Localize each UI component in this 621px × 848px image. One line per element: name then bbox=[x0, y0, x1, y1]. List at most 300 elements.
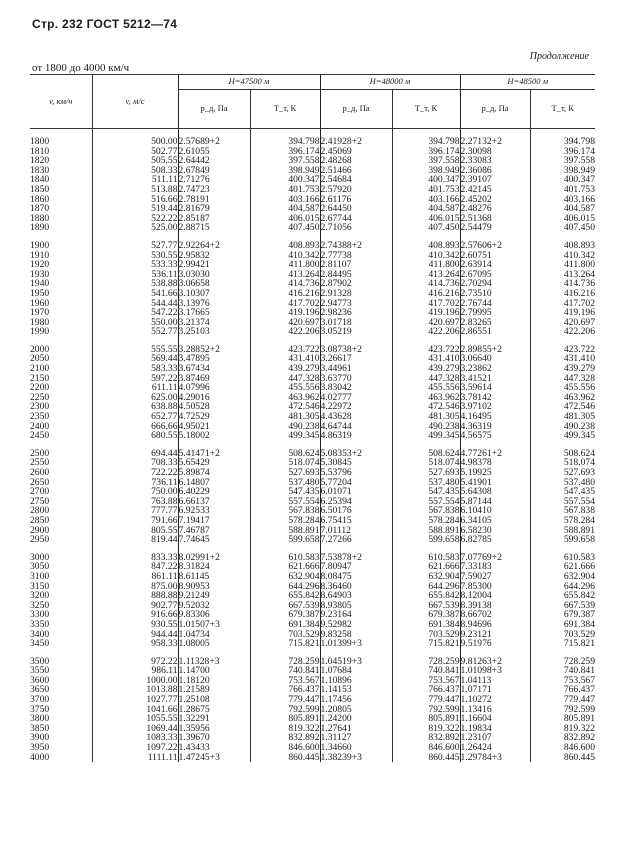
pressure-cell: 8.90953 bbox=[178, 582, 250, 592]
v-ms-cell: 547.22 bbox=[92, 308, 178, 318]
temp-cell: 407.450 bbox=[530, 223, 595, 233]
temp-cell: 416.216 bbox=[392, 289, 460, 299]
temp-cell: 407.450 bbox=[392, 223, 460, 233]
v-kmh-cell: 1840 bbox=[30, 174, 50, 186]
v-ms-cell: 555.55 bbox=[92, 337, 178, 355]
temp-cell: 420.697 bbox=[250, 318, 320, 328]
pressure-cell: 8.39138 bbox=[460, 601, 530, 611]
temp-cell: 439.279 bbox=[250, 364, 320, 374]
v-ms-cell: 1027.77 bbox=[92, 695, 178, 705]
pressure-cell: 2.85187 bbox=[178, 214, 250, 224]
pressure-cell: 3.01718 bbox=[320, 318, 392, 328]
temp-cell: 404.587 bbox=[392, 204, 460, 214]
v-ms-cell: 1000.00 bbox=[92, 676, 178, 686]
temp-cell: 728.259 bbox=[250, 649, 320, 667]
pressure-cell: 7.85300 bbox=[460, 582, 530, 592]
v-ms-cell: 502.77 bbox=[92, 147, 178, 157]
pressure-cell: 2.76744 bbox=[460, 299, 530, 309]
v-kmh-cell: 2550 bbox=[30, 457, 50, 469]
pressure-cell: 2.57606+2 bbox=[460, 233, 530, 251]
v-kmh-cell: 2750 bbox=[30, 495, 50, 507]
temp-cell: 413.264 bbox=[530, 270, 595, 280]
v-ms-cell: 552.77 bbox=[92, 327, 178, 337]
v-kmh-cell: 3850 bbox=[30, 722, 50, 734]
v-kmh-cell: 1920 bbox=[30, 259, 50, 271]
temp-cell: 447.328 bbox=[392, 374, 460, 384]
pressure-cell: 1.10272 bbox=[460, 695, 530, 705]
temp-cell: 417.702 bbox=[530, 299, 595, 309]
pressure-cell: 2.54684 bbox=[320, 175, 392, 185]
temp-cell: 728.259 bbox=[530, 649, 595, 667]
v-kmh-cell: 1850 bbox=[30, 183, 50, 195]
pressure-cell: 1.27641 bbox=[320, 724, 392, 734]
temp-cell: 588.891 bbox=[250, 526, 320, 536]
pressure-cell: 8.31824 bbox=[178, 562, 250, 572]
pressure-cell: 7.01112 bbox=[320, 526, 392, 536]
pressure-cell: 1.28675 bbox=[178, 705, 250, 715]
pressure-cell: 6.66137 bbox=[178, 497, 250, 507]
temp-cell: 394.798 bbox=[392, 129, 460, 147]
pressure-cell: 3.28852+2 bbox=[178, 337, 250, 355]
temp-cell: 792.599 bbox=[530, 705, 595, 715]
pressure-cell: 9.51976 bbox=[460, 639, 530, 649]
temp-cell: 499.345 bbox=[530, 431, 595, 441]
v-kmh-cell: 1960 bbox=[30, 297, 50, 309]
pressure-cell: 2.54479 bbox=[460, 223, 530, 233]
temp-cell: 740.841 bbox=[250, 666, 320, 676]
v-ms-cell: 1111.11 bbox=[92, 753, 178, 763]
v-kmh-cell: 3900 bbox=[30, 732, 50, 744]
pressure-cell: 8.12004 bbox=[460, 591, 530, 601]
pressure-cell: 1.38239+3 bbox=[320, 753, 392, 763]
pressure-cell: 1.17456 bbox=[320, 695, 392, 705]
pressure-cell: 8.66702 bbox=[460, 610, 530, 620]
pressure-cell: 2.87902 bbox=[320, 279, 392, 289]
temp-cell: 679.387 bbox=[250, 610, 320, 620]
v-ms-cell: 680.55 bbox=[92, 431, 178, 441]
pressure-cell: 2.67849 bbox=[178, 166, 250, 176]
pressure-cell: 1.07171 bbox=[460, 685, 530, 695]
pressure-cell: 5.41471+2 bbox=[178, 441, 250, 459]
temp-cell: 407.450 bbox=[250, 223, 320, 233]
temp-cell: 527.693 bbox=[530, 468, 595, 478]
pressure-cell: 1.04519+3 bbox=[320, 649, 392, 667]
pressure-cell: 3.47895 bbox=[178, 354, 250, 364]
pressure-cell: 4.07996 bbox=[178, 383, 250, 393]
v-kmh-cell: 2450 bbox=[30, 430, 50, 442]
v-kmh-cell: 2350 bbox=[30, 411, 50, 423]
v-ms-cell: 986.11 bbox=[92, 666, 178, 676]
pressure-cell: 2.57689+2 bbox=[178, 129, 250, 147]
group-header-3: H=48500 м bbox=[460, 75, 595, 90]
pressure-cell: 2.79995 bbox=[460, 308, 530, 318]
temp-cell: 403.166 bbox=[392, 195, 460, 205]
temp-cell: 779.447 bbox=[530, 695, 595, 705]
temp-cell: 423.722 bbox=[530, 337, 595, 355]
temp-cell: 413.264 bbox=[392, 270, 460, 280]
pressure-cell: 2.57920 bbox=[320, 185, 392, 195]
temp-cell: 547.435 bbox=[530, 487, 595, 497]
temp-cell: 397.558 bbox=[392, 156, 460, 166]
temp-cell: 447.328 bbox=[250, 374, 320, 384]
pressure-cell: 2.91328 bbox=[320, 289, 392, 299]
v-kmh-cell: 3100 bbox=[30, 570, 50, 582]
pressure-cell: 4.56575 bbox=[460, 431, 530, 441]
pressure-cell: 6.58230 bbox=[460, 526, 530, 536]
v-kmh-cell: 3400 bbox=[30, 628, 50, 640]
pressure-cell: 5.89874 bbox=[178, 468, 250, 478]
temp-cell: 414.736 bbox=[250, 279, 320, 289]
v-kmh-cell: 1890 bbox=[30, 222, 50, 234]
pressure-cell: 8.61145 bbox=[178, 572, 250, 582]
header-pressure-2: p_д, Па bbox=[320, 90, 392, 129]
pressure-cell: 5.53796 bbox=[320, 468, 392, 478]
temp-cell: 481.305 bbox=[530, 412, 595, 422]
temp-cell: 408.893 bbox=[250, 233, 320, 251]
temp-cell: 667.539 bbox=[250, 601, 320, 611]
pressure-cell: 4.77261+2 bbox=[460, 441, 530, 459]
pressure-cell: 2.88715 bbox=[178, 223, 250, 233]
temp-cell: 439.279 bbox=[392, 364, 460, 374]
temp-cell: 599.658 bbox=[392, 535, 460, 545]
pressure-cell: 2.64450 bbox=[320, 204, 392, 214]
temp-cell: 832.892 bbox=[250, 733, 320, 743]
pressure-cell: 3.97102 bbox=[460, 402, 530, 412]
temp-cell: 644.296 bbox=[392, 582, 460, 592]
v-ms-cell: 1055.55 bbox=[92, 714, 178, 724]
v-kmh-cell: 2700 bbox=[30, 486, 50, 498]
pressure-cell: 4.36319 bbox=[460, 422, 530, 432]
v-kmh-cell: 2200 bbox=[30, 382, 50, 394]
temp-cell: 396.174 bbox=[392, 147, 460, 157]
pressure-cell: 3.21374 bbox=[178, 318, 250, 328]
temp-cell: 455.556 bbox=[530, 383, 595, 393]
temp-cell: 406.015 bbox=[392, 214, 460, 224]
temp-cell: 819.322 bbox=[250, 724, 320, 734]
v-ms-cell: 550.00 bbox=[92, 318, 178, 328]
temp-cell: 610.583 bbox=[250, 545, 320, 563]
temp-cell: 578.284 bbox=[392, 516, 460, 526]
pressure-cell: 1.26424 bbox=[460, 743, 530, 753]
pressure-cell: 7.19417 bbox=[178, 516, 250, 526]
v-ms-cell: 530.55 bbox=[92, 251, 178, 261]
temp-cell: 490.238 bbox=[530, 422, 595, 432]
table-row bbox=[30, 545, 595, 563]
pressure-cell: 2.45069 bbox=[320, 147, 392, 157]
pressure-cell: 4.50528 bbox=[178, 402, 250, 412]
header-temp-3: T_т, К bbox=[530, 90, 595, 129]
temp-cell: 655.842 bbox=[392, 591, 460, 601]
temp-cell: 819.322 bbox=[530, 724, 595, 734]
temp-cell: 610.583 bbox=[392, 545, 460, 563]
v-kmh-cell: 3500 bbox=[30, 655, 50, 667]
pressure-cell: 2.94773 bbox=[320, 299, 392, 309]
pressure-cell: 8.02991+2 bbox=[178, 545, 250, 563]
pressure-cell: 1.34660 bbox=[320, 743, 392, 753]
temp-cell: 578.284 bbox=[530, 516, 595, 526]
pressure-cell: 2.92264+2 bbox=[178, 233, 250, 251]
pressure-cell: 2.73510 bbox=[460, 289, 530, 299]
pressure-cell: 1.01507+3 bbox=[178, 620, 250, 630]
v-ms-cell: 1083.33 bbox=[92, 733, 178, 743]
pressure-cell: 1.14153 bbox=[320, 685, 392, 695]
pressure-cell: 1.31127 bbox=[320, 733, 392, 743]
temp-cell: 846.600 bbox=[250, 743, 320, 753]
temp-cell: 490.238 bbox=[392, 422, 460, 432]
temp-cell: 416.216 bbox=[530, 289, 595, 299]
v-ms-cell: 763.88 bbox=[92, 497, 178, 507]
pressure-cell: 2.45202 bbox=[460, 195, 530, 205]
temp-cell: 397.558 bbox=[250, 156, 320, 166]
temp-cell: 728.259 bbox=[392, 649, 460, 667]
temp-cell: 792.599 bbox=[250, 705, 320, 715]
v-kmh-cell: 2500 bbox=[30, 447, 50, 459]
v-ms-cell: 519.44 bbox=[92, 204, 178, 214]
v-ms-cell: 958.33 bbox=[92, 639, 178, 649]
temp-cell: 490.238 bbox=[250, 422, 320, 432]
temp-cell: 715.821 bbox=[392, 639, 460, 649]
table-row bbox=[30, 639, 595, 649]
v-ms-cell: 791.66 bbox=[92, 516, 178, 526]
pressure-cell: 5.64308 bbox=[460, 487, 530, 497]
pressure-cell: 1.35956 bbox=[178, 724, 250, 734]
pressure-cell: 1.43433 bbox=[178, 743, 250, 753]
pressure-cell: 1.20805 bbox=[320, 705, 392, 715]
v-ms-cell: 750.00 bbox=[92, 487, 178, 497]
pressure-cell: 2.74723 bbox=[178, 185, 250, 195]
temp-cell: 508.624 bbox=[530, 441, 595, 459]
temp-cell: 396.174 bbox=[250, 147, 320, 157]
temp-cell: 396.174 bbox=[530, 147, 595, 157]
pressure-cell: 6.01071 bbox=[320, 487, 392, 497]
v-ms-cell: 513.88 bbox=[92, 185, 178, 195]
temp-cell: 567.838 bbox=[530, 506, 595, 516]
v-ms-cell: 652.77 bbox=[92, 412, 178, 422]
pressure-cell: 6.34105 bbox=[460, 516, 530, 526]
v-ms-cell: 544.44 bbox=[92, 299, 178, 309]
pressure-cell: 1.16604 bbox=[460, 714, 530, 724]
pressure-cell: 1.23107 bbox=[460, 733, 530, 743]
v-ms-cell: 777.77 bbox=[92, 506, 178, 516]
v-ms-cell: 569.44 bbox=[92, 354, 178, 364]
v-kmh-cell: 1990 bbox=[30, 326, 50, 338]
temp-cell: 401.753 bbox=[530, 185, 595, 195]
temp-cell: 518.074 bbox=[530, 458, 595, 468]
pressure-cell: 1.07684 bbox=[320, 666, 392, 676]
v-kmh-cell: 3800 bbox=[30, 713, 50, 725]
temp-cell: 417.702 bbox=[250, 299, 320, 309]
temp-cell: 715.821 bbox=[250, 639, 320, 649]
pressure-cell: 2.48276 bbox=[460, 204, 530, 214]
temp-cell: 394.798 bbox=[530, 129, 595, 147]
header-pressure-1: p_д, Па bbox=[178, 90, 250, 129]
v-kmh-cell: 2650 bbox=[30, 476, 50, 488]
v-kmh-cell: 2300 bbox=[30, 401, 50, 413]
temp-cell: 644.296 bbox=[250, 582, 320, 592]
temp-cell: 557.554 bbox=[530, 497, 595, 507]
pressure-cell: 5.87144 bbox=[460, 497, 530, 507]
pressure-cell: 1.13416 bbox=[460, 705, 530, 715]
v-ms-cell: 511.11 bbox=[92, 175, 178, 185]
v-kmh-cell: 3050 bbox=[30, 561, 50, 573]
temp-cell: 527.693 bbox=[392, 468, 460, 478]
temp-cell: 508.624 bbox=[250, 441, 320, 459]
temp-cell: 406.015 bbox=[250, 214, 320, 224]
temp-cell: 537.480 bbox=[530, 478, 595, 488]
pressure-cell: 1.47245+3 bbox=[178, 753, 250, 763]
temp-cell: 537.480 bbox=[392, 478, 460, 488]
pressure-cell: 3.05219 bbox=[320, 327, 392, 337]
pressure-cell: 7.53878+2 bbox=[320, 545, 392, 563]
pressure-cell: 7.46787 bbox=[178, 526, 250, 536]
v-kmh-cell: 1800 bbox=[30, 136, 50, 147]
pressure-cell: 6.40229 bbox=[178, 487, 250, 497]
temp-cell: 455.556 bbox=[250, 383, 320, 393]
v-ms-cell: 508.33 bbox=[92, 166, 178, 176]
pressure-cell: 2.27132+2 bbox=[460, 129, 530, 147]
pressure-cell: 3.23862 bbox=[460, 364, 530, 374]
pressure-cell: 1.29784+3 bbox=[460, 753, 530, 763]
pressure-cell: 6.14807 bbox=[178, 478, 250, 488]
speed-range-label: от 1800 до 4000 км/ч bbox=[32, 62, 130, 74]
pressure-cell: 2.42145 bbox=[460, 185, 530, 195]
temp-cell: 481.305 bbox=[250, 412, 320, 422]
temp-cell: 422.206 bbox=[250, 327, 320, 337]
v-ms-cell: 625.00 bbox=[92, 393, 178, 403]
pressure-cell: 4.22972 bbox=[320, 402, 392, 412]
pressure-cell: 3.25103 bbox=[178, 327, 250, 337]
temp-cell: 703.529 bbox=[530, 630, 595, 640]
header-pressure-3: p_д, Па bbox=[460, 90, 530, 129]
pressure-cell: 2.30098 bbox=[460, 147, 530, 157]
pressure-cell: 9.23164 bbox=[320, 610, 392, 620]
temp-cell: 632.904 bbox=[530, 572, 595, 582]
temp-cell: 416.216 bbox=[250, 289, 320, 299]
v-kmh-cell: 3000 bbox=[30, 551, 50, 563]
pressure-cell: 5.77204 bbox=[320, 478, 392, 488]
v-ms-cell: 736.11 bbox=[92, 478, 178, 488]
v-kmh-cell: 1820 bbox=[30, 155, 50, 167]
pressure-cell: 2.39107 bbox=[460, 175, 530, 185]
continuation-label: Продолжение bbox=[529, 51, 589, 62]
pressure-cell: 9.52982 bbox=[320, 620, 392, 630]
temp-cell: 463.962 bbox=[530, 393, 595, 403]
v-ms-cell: 666.66 bbox=[92, 422, 178, 432]
pressure-cell: 6.92533 bbox=[178, 506, 250, 516]
temp-cell: 401.753 bbox=[392, 185, 460, 195]
table-row bbox=[30, 223, 595, 233]
temp-cell: 417.702 bbox=[392, 299, 460, 309]
temp-cell: 518.074 bbox=[250, 458, 320, 468]
v-ms-cell: 638.88 bbox=[92, 402, 178, 412]
pressure-cell: 4.29016 bbox=[178, 393, 250, 403]
pressure-cell: 5.19925 bbox=[460, 468, 530, 478]
temp-cell: 779.447 bbox=[392, 695, 460, 705]
table-row bbox=[30, 441, 595, 459]
v-kmh-cell: 3150 bbox=[30, 580, 50, 592]
temp-cell: 410.342 bbox=[250, 251, 320, 261]
v-kmh-cell: 1950 bbox=[30, 287, 50, 299]
pressure-cell: 6.75415 bbox=[320, 516, 392, 526]
temp-cell: 455.556 bbox=[392, 383, 460, 393]
v-kmh-cell: 1900 bbox=[30, 239, 50, 251]
temp-cell: 508.624 bbox=[392, 441, 460, 459]
pressure-cell: 2.51466 bbox=[320, 166, 392, 176]
temp-cell: 740.841 bbox=[530, 666, 595, 676]
table-row bbox=[30, 233, 595, 251]
pressure-cell: 2.78191 bbox=[178, 195, 250, 205]
temp-cell: 419.196 bbox=[530, 308, 595, 318]
pressure-cell: 2.48268 bbox=[320, 156, 392, 166]
temp-cell: 499.345 bbox=[250, 431, 320, 441]
temp-cell: 860.445 bbox=[530, 753, 595, 763]
v-kmh-cell: 3650 bbox=[30, 684, 50, 696]
v-kmh-cell: 3950 bbox=[30, 742, 50, 754]
pressure-cell: 2.70294 bbox=[460, 279, 530, 289]
pressure-cell: 8.36460 bbox=[320, 582, 392, 592]
pressure-cell: 2.63914 bbox=[460, 260, 530, 270]
pressure-cell: 3.87469 bbox=[178, 374, 250, 384]
v-ms-cell: 888.88 bbox=[92, 591, 178, 601]
pressure-cell: 2.51368 bbox=[460, 214, 530, 224]
v-kmh-cell: 4000 bbox=[30, 751, 50, 763]
table-row bbox=[30, 431, 595, 441]
v-kmh-cell: 3450 bbox=[30, 638, 50, 650]
temp-cell: 691.384 bbox=[392, 620, 460, 630]
temp-cell: 557.554 bbox=[392, 497, 460, 507]
v-ms-cell: 722.22 bbox=[92, 468, 178, 478]
pressure-cell: 4.86319 bbox=[320, 431, 392, 441]
pressure-cell: 1.39670 bbox=[178, 733, 250, 743]
pressure-cell: 4.95021 bbox=[178, 422, 250, 432]
pressure-cell: 2.64442 bbox=[178, 156, 250, 166]
pressure-cell: 7.80947 bbox=[320, 562, 392, 572]
temp-cell: 832.892 bbox=[530, 733, 595, 743]
v-ms-cell: 694.44 bbox=[92, 441, 178, 459]
table-body bbox=[30, 129, 595, 763]
pressure-cell: 4.98378 bbox=[460, 458, 530, 468]
temp-cell: 422.206 bbox=[530, 327, 595, 337]
temp-cell: 394.798 bbox=[250, 129, 320, 147]
v-kmh-cell: 2250 bbox=[30, 391, 50, 403]
temp-cell: 632.904 bbox=[250, 572, 320, 582]
temp-cell: 537.480 bbox=[250, 478, 320, 488]
temp-cell: 753.567 bbox=[530, 676, 595, 686]
temp-cell: 557.554 bbox=[250, 497, 320, 507]
temp-cell: 400.347 bbox=[250, 175, 320, 185]
pressure-cell: 2.74388+2 bbox=[320, 233, 392, 251]
temp-cell: 411.800 bbox=[530, 260, 595, 270]
pressure-cell: 3.78142 bbox=[460, 393, 530, 403]
v-ms-cell: 861.11 bbox=[92, 572, 178, 582]
pressure-cell: 2.89855+2 bbox=[460, 337, 530, 355]
temp-cell: 400.347 bbox=[530, 175, 595, 185]
v-kmh-cell: 1970 bbox=[30, 307, 50, 319]
temp-cell: 766.437 bbox=[530, 685, 595, 695]
temp-cell: 792.599 bbox=[392, 705, 460, 715]
v-kmh-cell: 3700 bbox=[30, 694, 50, 706]
v-ms-cell: 527.77 bbox=[92, 233, 178, 251]
temp-cell: 610.583 bbox=[530, 545, 595, 563]
temp-cell: 667.539 bbox=[530, 601, 595, 611]
v-ms-cell: 597.22 bbox=[92, 374, 178, 384]
temp-cell: 846.600 bbox=[530, 743, 595, 753]
pressure-cell: 3.06658 bbox=[178, 279, 250, 289]
v-kmh-cell: 2150 bbox=[30, 372, 50, 384]
pressure-cell: 8.93805 bbox=[320, 601, 392, 611]
temp-cell: 805.891 bbox=[250, 714, 320, 724]
temp-cell: 832.892 bbox=[392, 733, 460, 743]
